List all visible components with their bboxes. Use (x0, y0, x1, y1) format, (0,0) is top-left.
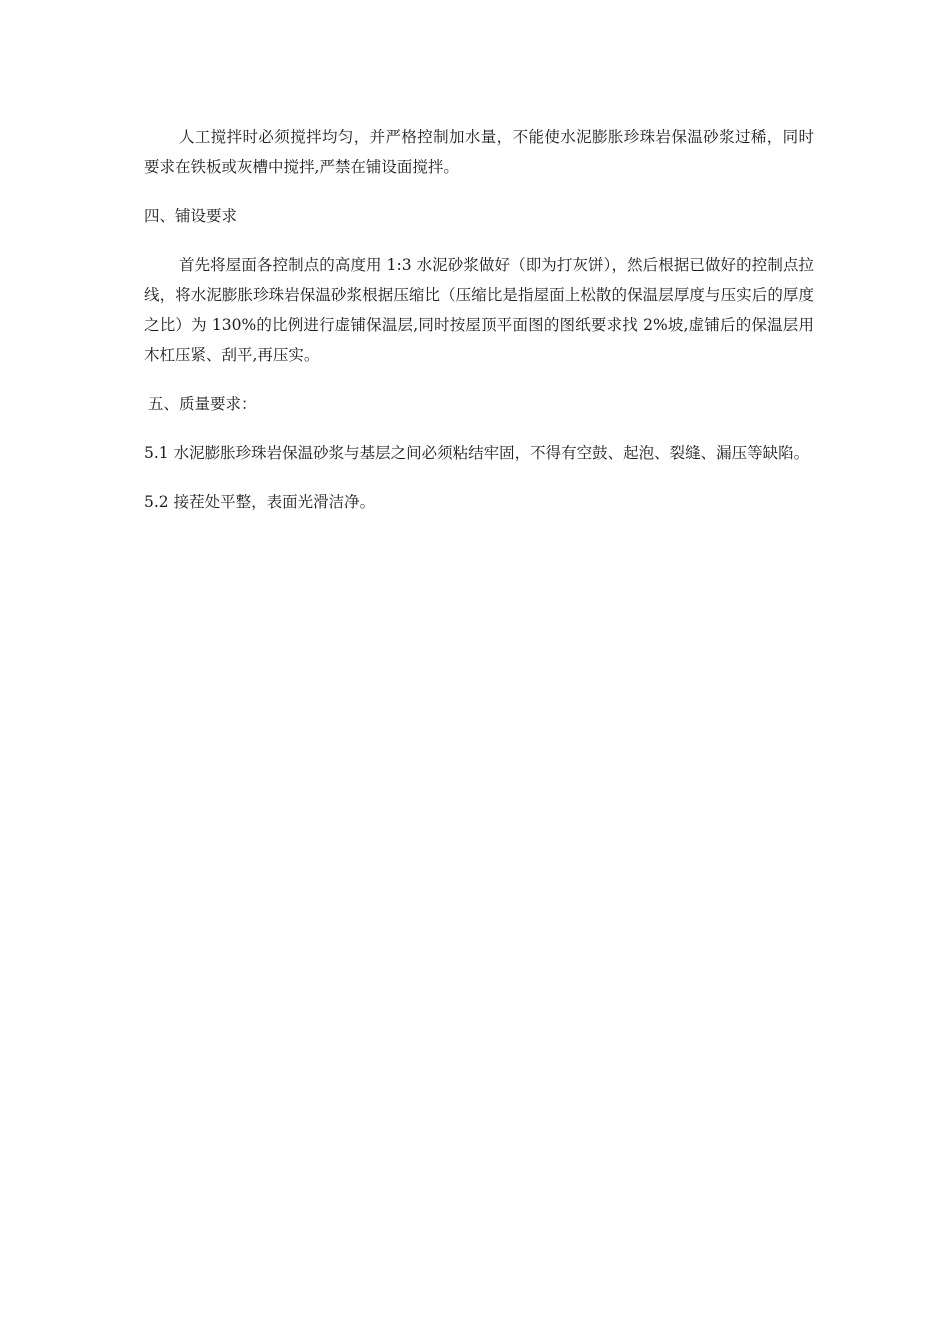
section-heading-quality: 五、质量要求： (148, 395, 257, 413)
document-body (144, 122, 814, 536)
paragraph-quality-5-1: 5.1 水泥膨胀珍珠岩保温砂浆与基层之间必须粘结牢固，不得有空鼓、起泡、裂缝、漏压等缺陷。 (144, 444, 810, 462)
section-heading-laying: 四、铺设要求 (144, 207, 238, 225)
paragraph-quality-5-2: 5.2 接茬处平整，表面光滑洁净。 (144, 493, 376, 511)
paragraph-mixing: 人工搅拌时必须搅拌均匀，并严格控制加水量，不能使水泥膨胀珍珠岩保温砂浆过稀，同时要求在铁板或灰槽中搅拌,严禁在铺设面搅拌。 (144, 128, 814, 176)
paragraph-laying: 首先将屋面各控制点的高度用 1:3 水泥砂浆做好（即为打灰饼），然后根据已做好的控制点拉线，将水泥膨胀珍珠岩保温砂浆根据压缩比（压缩比是指屋面上松散的保温层厚度与压实后的厚度之比）为 130%的比例进行虚铺保温层,同时按屋顶平面图的图纸要求找 2%坡,虚铺后的保温层用木杠压紧、刮平,再压实。 (144, 256, 814, 364)
